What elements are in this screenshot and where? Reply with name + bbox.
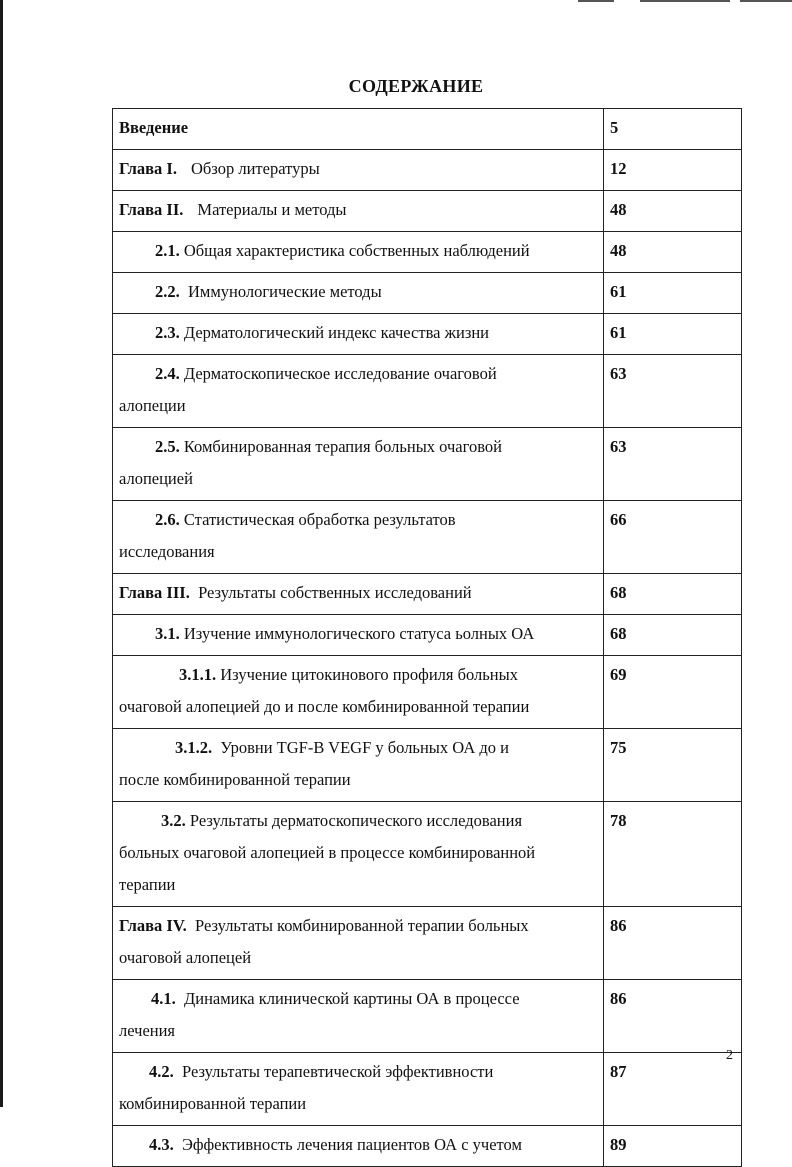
section-title: Эффективность лечения пациентов ОА с учетом bbox=[182, 1135, 522, 1154]
toc-row-4-1 bbox=[113, 980, 742, 1053]
scan-mark bbox=[640, 0, 730, 2]
section-number: 2.5. bbox=[155, 437, 180, 456]
section-number: 3.1. bbox=[155, 624, 180, 643]
toc-row-intro bbox=[113, 109, 742, 150]
section-title-cont: исследования bbox=[119, 542, 215, 561]
entry-label: Введение bbox=[119, 118, 189, 137]
toc-entry bbox=[113, 428, 604, 501]
section-title-cont: очаговой алопецией до и после комбинированной терапии bbox=[119, 697, 530, 716]
toc-page: 5 bbox=[604, 109, 742, 150]
chapter-number: Глава III. bbox=[119, 583, 190, 602]
toc-entry bbox=[113, 355, 604, 428]
toc-entry bbox=[113, 501, 604, 574]
toc-row-3-1 bbox=[113, 615, 742, 656]
toc-page: 63 bbox=[604, 428, 742, 501]
toc-page: 86 bbox=[604, 980, 742, 1053]
chapter-number: Глава I. bbox=[119, 159, 177, 178]
toc-row-ch3 bbox=[113, 574, 742, 615]
toc-entry bbox=[113, 191, 604, 232]
toc-row-ch2 bbox=[113, 191, 742, 232]
toc-entry bbox=[113, 980, 604, 1053]
toc-page: 66 bbox=[604, 501, 742, 574]
toc-row-2-4 bbox=[113, 355, 742, 428]
section-title: Дерматоскопическое исследование очаговой bbox=[183, 364, 497, 383]
toc-row-ch4 bbox=[113, 907, 742, 980]
toc-entry bbox=[113, 232, 604, 273]
toc-row-2-6 bbox=[113, 501, 742, 574]
toc-page: 61 bbox=[604, 314, 742, 355]
section-number: 2.1. bbox=[155, 241, 180, 260]
toc-page: 48 bbox=[604, 232, 742, 273]
chapter-title-cont: очаговой алопецей bbox=[119, 948, 252, 967]
toc-entry bbox=[113, 615, 604, 656]
toc-page: 12 bbox=[604, 150, 742, 191]
scan-edge bbox=[0, 0, 3, 1107]
section-number: 2.4. bbox=[155, 364, 180, 383]
section-number: 2.6. bbox=[155, 510, 180, 529]
section-title: Иммунологические методы bbox=[188, 282, 382, 301]
toc-page: 89 bbox=[604, 1126, 742, 1167]
section-title: Изучение иммунологического статуса ьолных ОА bbox=[183, 624, 535, 643]
toc-entry bbox=[113, 314, 604, 355]
toc-page: 86 bbox=[604, 907, 742, 980]
section-title: Дерматологический индекс качества жизни bbox=[183, 323, 490, 342]
toc-entry bbox=[113, 1126, 604, 1167]
section-title: Уровни TGF-B VEGF у больных ОА до и bbox=[220, 738, 509, 757]
toc-entry bbox=[113, 729, 604, 802]
toc-row-2-3 bbox=[113, 314, 742, 355]
toc-table bbox=[112, 108, 742, 1167]
toc-page: 63 bbox=[604, 355, 742, 428]
chapter-title: Обзор литературы bbox=[190, 159, 320, 178]
section-number: 2.3. bbox=[155, 323, 180, 342]
toc-entry bbox=[113, 273, 604, 314]
scan-mark bbox=[740, 0, 792, 2]
toc-row-3-2 bbox=[113, 802, 742, 907]
section-title: Статистическая обработка результатов bbox=[183, 510, 456, 529]
toc-row-2-2 bbox=[113, 273, 742, 314]
section-title: Динамика клинической картины ОА в процессе bbox=[184, 989, 520, 1008]
chapter-title: Результаты комбинированной терапии больных bbox=[195, 916, 529, 935]
toc-row-2-1 bbox=[113, 232, 742, 273]
toc-row-3-1-1 bbox=[113, 656, 742, 729]
page-number: 2 bbox=[726, 1048, 733, 1063]
scan-mark bbox=[578, 0, 614, 2]
toc-row-4-2 bbox=[113, 1053, 742, 1126]
section-number: 3.1.1. bbox=[179, 665, 217, 684]
toc-entry bbox=[113, 109, 604, 150]
section-title-cont: больных очаговой алопецией в процессе комбинированной bbox=[119, 843, 536, 862]
toc-page: 87 bbox=[604, 1053, 742, 1126]
toc-page: 48 bbox=[604, 191, 742, 232]
section-number: 3.2. bbox=[161, 811, 186, 830]
chapter-title: Результаты собственных исследований bbox=[198, 583, 472, 602]
section-title-cont: алопецией bbox=[119, 469, 193, 488]
section-number: 4.2. bbox=[149, 1062, 174, 1081]
chapter-number: Глава IV. bbox=[119, 916, 187, 935]
toc-page: 61 bbox=[604, 273, 742, 314]
section-title: Результаты терапевтической эффективности bbox=[182, 1062, 494, 1081]
section-number: 4.1. bbox=[151, 989, 176, 1008]
section-title-cont: лечения bbox=[119, 1021, 176, 1040]
chapter-title: Материалы и методы bbox=[197, 200, 347, 219]
toc-entry bbox=[113, 1053, 604, 1126]
section-title: Изучение цитокинового профиля больных bbox=[220, 665, 518, 684]
toc-page: 69 bbox=[604, 656, 742, 729]
section-title-cont: комбинированной терапии bbox=[119, 1094, 307, 1113]
section-number: 2.2. bbox=[155, 282, 180, 301]
section-title: Комбинированная терапия больных очаговой bbox=[183, 437, 502, 456]
toc-entry bbox=[113, 802, 604, 907]
section-title: Общая характеристика собственных наблюдений bbox=[183, 241, 530, 260]
section-title-cont: терапии bbox=[119, 875, 176, 894]
section-number: 4.3. bbox=[149, 1135, 174, 1154]
toc-entry bbox=[113, 150, 604, 191]
toc-entry bbox=[113, 574, 604, 615]
section-number: 3.1.2. bbox=[175, 738, 213, 757]
page-title: СОДЕРЖАНИЕ bbox=[348, 76, 484, 96]
chapter-number: Глава II. bbox=[119, 200, 184, 219]
section-title: Результаты дерматоскопического исследования bbox=[189, 811, 523, 830]
toc-page: 68 bbox=[604, 574, 742, 615]
toc-page: 78 bbox=[604, 802, 742, 907]
toc-page: 68 bbox=[604, 615, 742, 656]
toc-page: 75 bbox=[604, 729, 742, 802]
toc-row-ch1 bbox=[113, 150, 742, 191]
toc-entry bbox=[113, 907, 604, 980]
toc-entry bbox=[113, 656, 604, 729]
section-title-cont: после комбинированной терапии bbox=[119, 770, 351, 789]
section-title-cont: алопеции bbox=[119, 396, 186, 415]
toc-row-3-1-2 bbox=[113, 729, 742, 802]
toc-row-4-3 bbox=[113, 1126, 742, 1167]
toc-row-2-5 bbox=[113, 428, 742, 501]
